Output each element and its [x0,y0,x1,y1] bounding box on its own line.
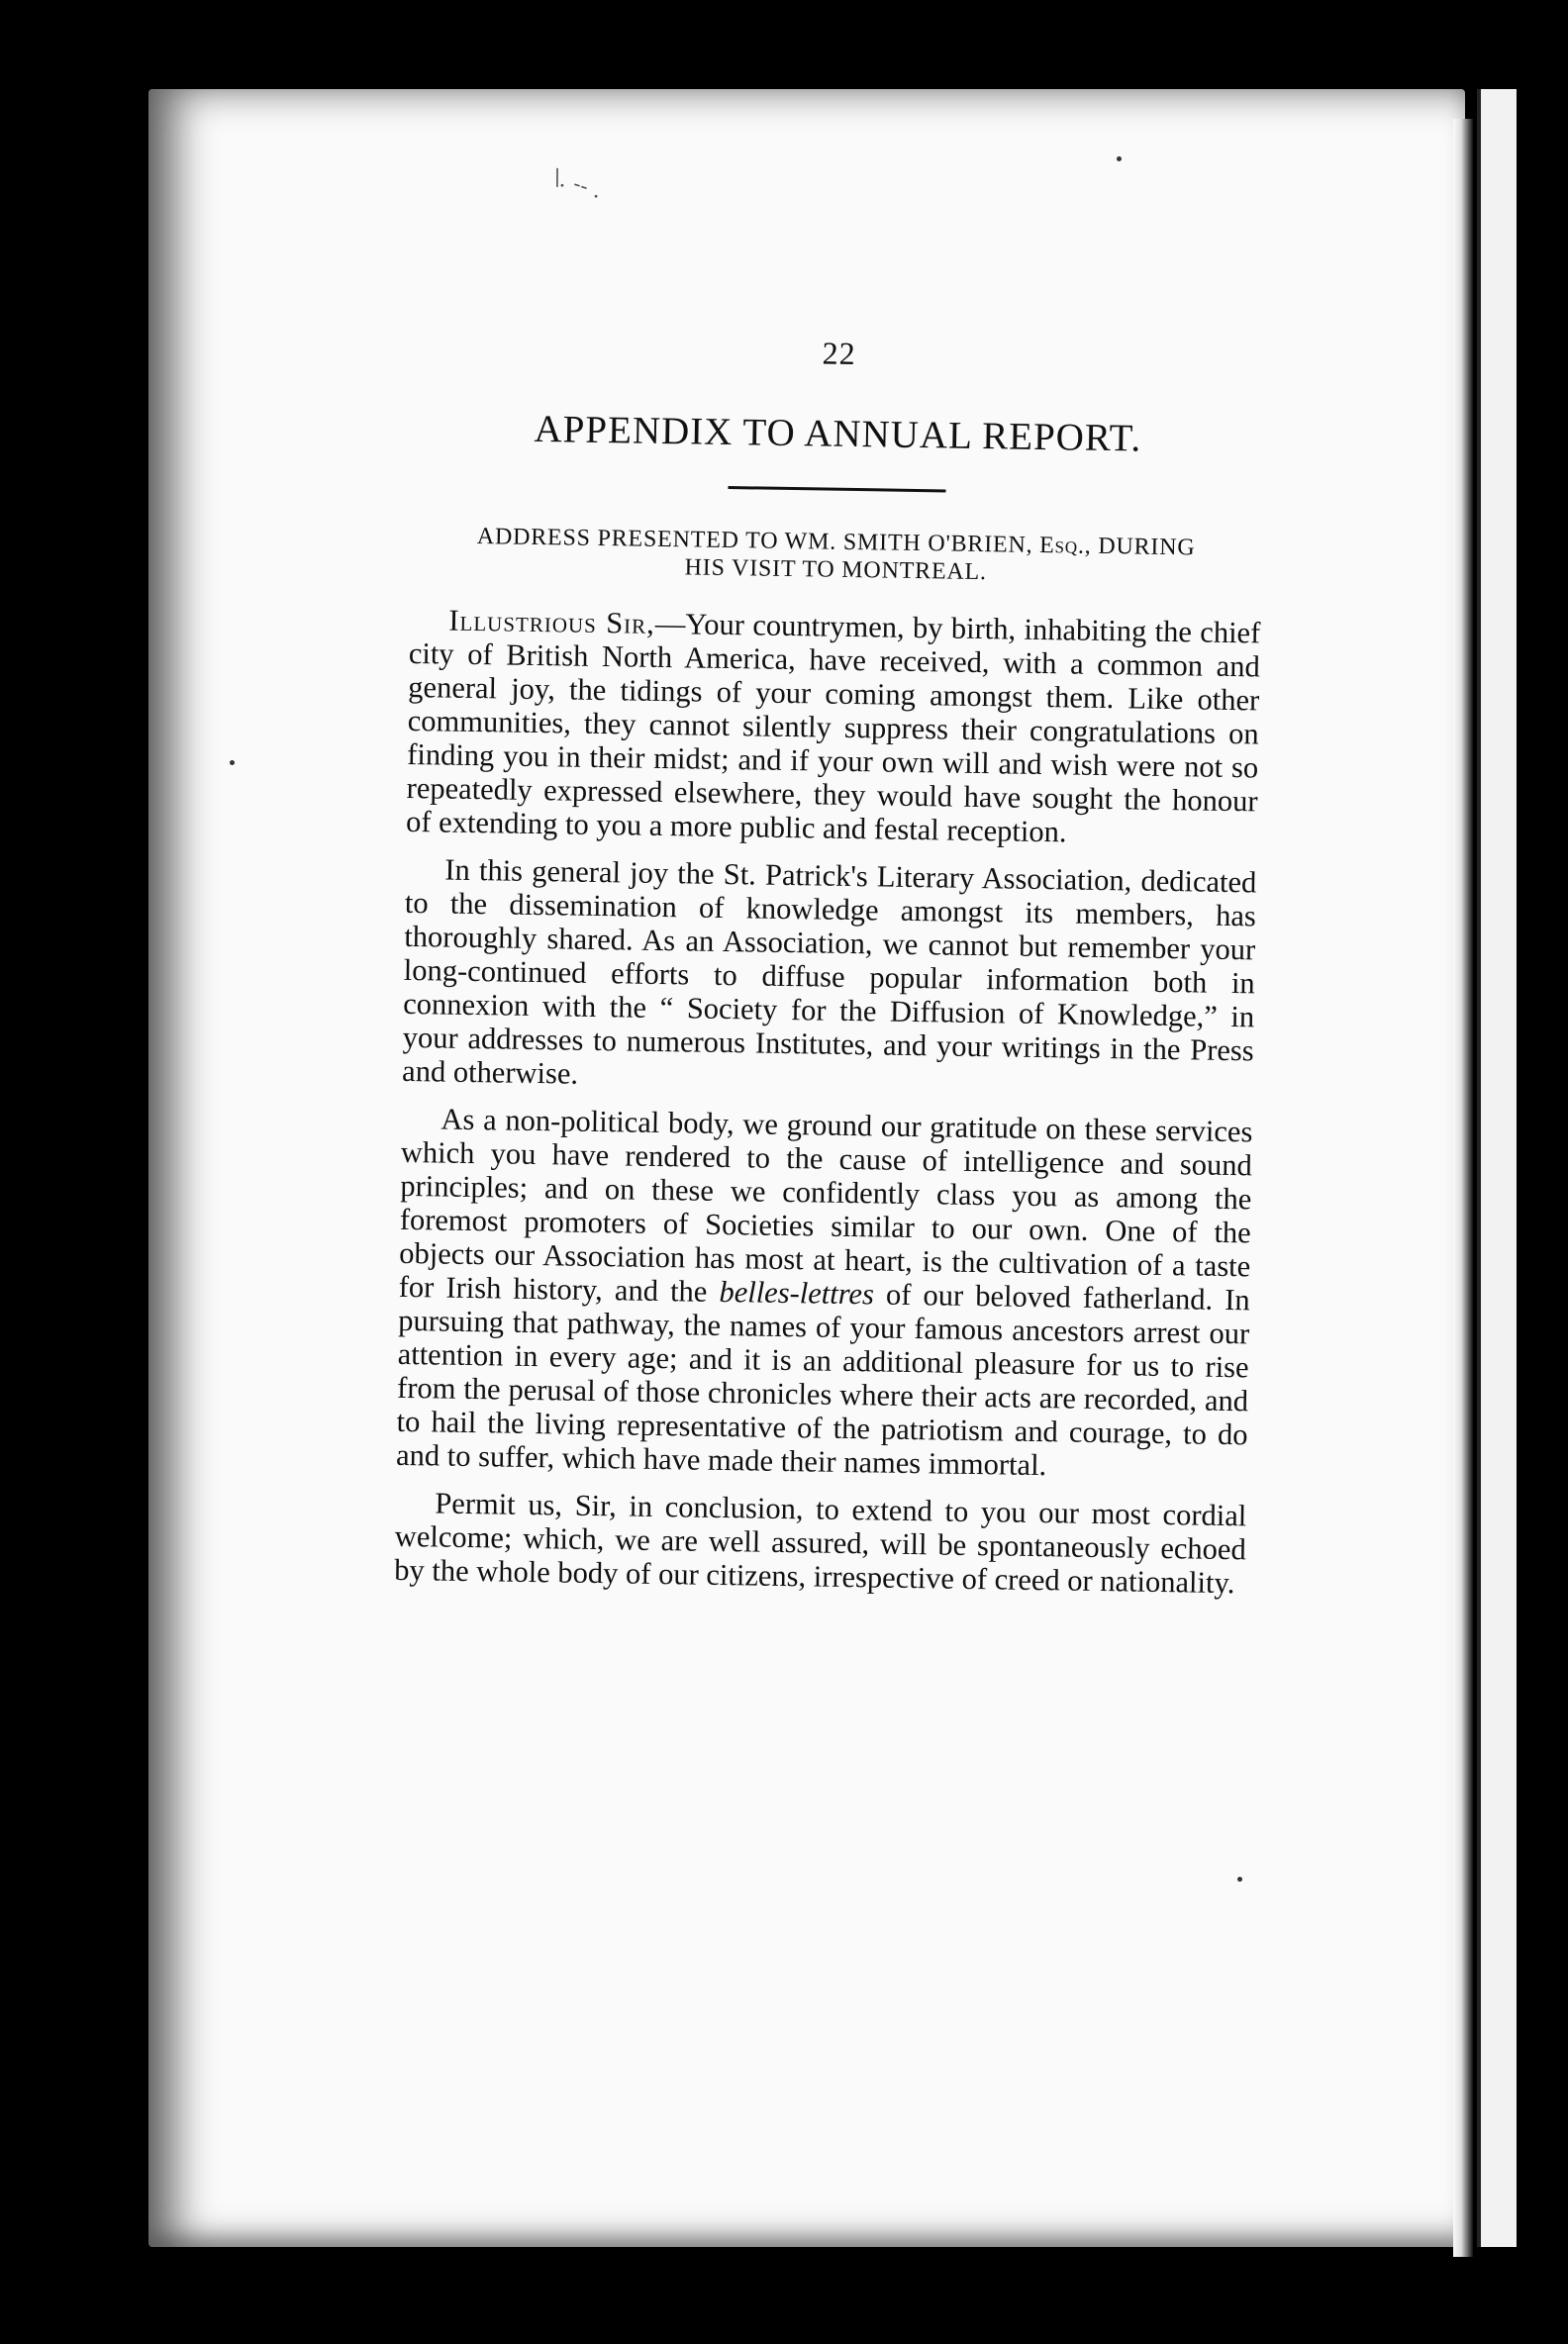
page-edge-shadow [1453,119,1473,2257]
paragraph-3-text-a: As a non-political body, we ground our gratitude on these services which you have rendered to the cause of intelligence and sound principles; and on these we confidently class you as among the foremost promoters of Societies similar to our own. One of the objects our Association has most at heart, is the cultivation of a taste for Irish history, and the [398,1102,1253,1309]
paragraph-3-text-b: of our beloved fatherland. In pursuing that pathway, the names of your famous ancestors arrest our attention in every age; and it is an additional pleasure for us to rise from the perusal of those chronicles where their acts are recorded, and to hail the living representative of the patriotism and courage, to do and to suffer, which have made their names immortal. [395,1277,1250,1483]
paragraph-4: Permit us, Sir, in conclusion, to extend to you our most cordial welcome; which, we are well assured, will be spontaneously echoed by the whole body of our citizens, irrespective of creed or nationality. [394,1486,1247,1601]
paragraph-1-text: —Your countrymen, by birth, inhabiting the chief city of British North America, have received, with a common and general joy, the tidings of your coming amongst them. Like other communities, they cannot silently suppress their congratulations on finding you in their midst; and if your own will and wish were not so repeatedly expressed elsewhere, they would have sought the honour of extending to you a more public and festal reception. [405,606,1261,849]
margin-speck [230,760,235,765]
adjacent-page-edge [1477,89,1517,2247]
paragraph-salutation [406,603,1261,851]
margin-speck [1117,156,1122,161]
address-heading-prefix: ADDRESS PRESENTED TO WM. SMITH O'BRIEN, [476,524,1040,558]
salutation: Illustrious Sir, [448,603,656,640]
margin-speck [1237,1877,1242,1882]
address-heading-esq: Esq. [1038,532,1085,559]
title-rule-divider [728,486,945,492]
page-content [394,329,1265,1613]
margin-pencil-mark: \. -- . [549,164,605,205]
address-heading-suffix: , DURING [1084,533,1196,561]
address-heading-line2: HIS VISIT TO MONTREAL. [684,554,988,586]
page-number: 22 [822,335,856,372]
paragraph-3-italic: belles-lettres [719,1274,875,1312]
paragraph-3 [396,1102,1253,1485]
page-title: APPENDIX TO ANNUAL REPORT. [534,407,1142,460]
paragraph-2: In this general joy the St. Patrick's Literary Association, dedicated to the dissemination of knowledge amongst its members, has thoroughly shared. As an Association, we cannot but remember your long-continued efforts to diffuse popular information both in connexion with the “ Society for the Diffusion of Knowledge,” in your addresses to numerous Institutes, and your writings in the Press and otherwise. [401,852,1257,1091]
address-heading [410,522,1262,591]
